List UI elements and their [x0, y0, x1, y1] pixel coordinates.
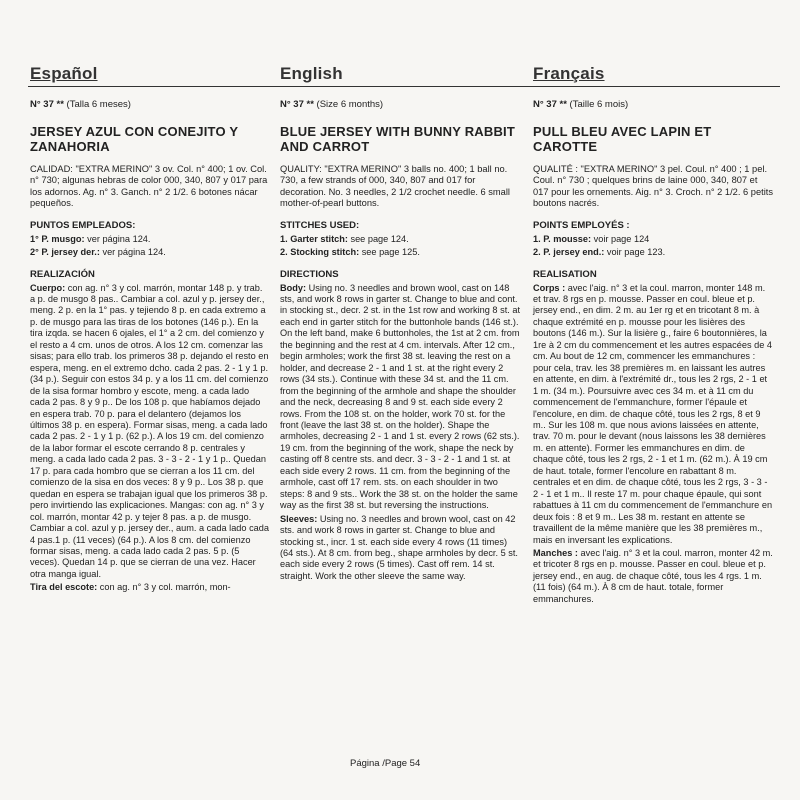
stitches-heading-fr: POINTS EMPLOYÉS : [533, 219, 630, 231]
section-text: Using no. 3 needles and brown wool, cast on 42 sts. and work 8 rows in garter st. Change to blue and stocking st., incr. 1 st. each side every 4 rows (11 times) (64 sts.). At 8 cm. from beg., shape armholes by decr. 5 st. each side every 2 rows (5 times). Cast off rem. 14 st. straight. Work the other sleeve the same way. [280, 513, 518, 581]
body-instructions-es [30, 283, 270, 581]
stitch-line-1-fr [533, 234, 773, 245]
stitches-heading-es: PUNTOS EMPLEADOS: [30, 219, 136, 231]
pattern-number-fr [533, 99, 773, 110]
section-label: Body: [280, 282, 307, 293]
stitch-text: ver página 124. [102, 247, 166, 258]
section-label: Corps : [533, 282, 566, 293]
pattern-number-label: N° 37 ** [533, 99, 567, 110]
stitches-heading-en: STITCHES USED: [280, 219, 360, 231]
sleeves-instructions-fr [533, 548, 773, 605]
stitch-label: 1. Garter stitch: [280, 233, 348, 244]
pattern-title-fr: PULL BLEU AVEC LAPIN ET CAROTTE [533, 124, 712, 154]
language-heading-es: Español [30, 64, 98, 83]
stitch-line-1-en [280, 234, 520, 245]
sleeves-instructions-en [280, 514, 520, 583]
materials-fr: QUALITÉ : "EXTRA MERINO" 3 pel. Coul. n° 400 ; 1 pel. Coul. n° 730 ; quelques brins de laine 000, 340, 807 et 017 pour les ornements. Aig. n° 3. Croch. n° 2 1/2. 6 petits boutons nacrés. [533, 164, 773, 209]
pattern-number-es [30, 99, 270, 110]
section-label: Sleeves: [280, 513, 318, 524]
body-instructions-fr [533, 283, 773, 546]
stitch-text: voir page 123. [606, 247, 666, 258]
stitch-label: 2. P. jersey end.: [533, 247, 605, 258]
stitch-label: 1. P. mousse: [533, 233, 592, 244]
stitch-label: 2° P. jersey der.: [30, 247, 100, 258]
size-note: (Talla 6 meses) [66, 99, 131, 110]
stitch-label: 1° P. musgo: [30, 233, 85, 244]
stitch-text: ver página 124. [87, 233, 151, 244]
collar-instructions-es [30, 582, 270, 593]
section-label: Cuerpo: [30, 282, 66, 293]
section-text: con ag. n° 3 y col. marrón, montar 148 p. y trab. a p. de musgo 8 pas.. Cambiar a col. azul y p. jersey der., meng. 2 p. en la 1° pas. y tejiendo 8 p. en cada extremo a p. de musgo para las tiras de los botones (146 p.). En la tira izqda. se hacen 6 ojales, el 1° a 2 cm. del comienzo y el resto a 4 cm. unos de otros. A los 12 cm. comenzar las sisas; para ello trab. los primeros 38 p. dejando el resto en espera, meng. en el extremo dcho. cada 2 pas. 2 - 1 y 1 p. (34 p.). Seguir con estos 34 p. y a los 11 cm. del comienzo de la sisa formar hombro y escote, meng. a cada lado cada 2 pas. 8 y 9 p.. De los 108 p. que habíamos dejado en espera trab. 70 p. para el delantero (dejamos los últimos 38 p. en espera). Formar sisas, meng. a cada lado cada 2 pas. 2 - 1 y 1 p. (62 p.). A los 19 cm. del comienzo de la labor formar el escote cerrando 8 p. centrales y meng. a cada lado cada 2 pas. 3 - 3 - 2 - 1 y 1 p.. Quedan 17 p. para cada hombro que se cierran a los 11 cm. del comienzo de la sisa en dos veces: 8 y 9 p.. Los 38 p. que quedan en espera se trabajan igual que los primeros 38 p. pero invirtiendo las explicaciones. Mangas: con ag. n° 3 y col. marrón, montar 42 p. y tejer 8 pas. a p. de musgo. Cambiar a col. azul y p. jersey der., aum. a cada lado cada 4 pas.1 p. (11 veces) (64 p.). A los 8 cm. del comienzo formar sisas, meng. a cada lado cada 2 pas. 5 p. (5 veces). Quedan 14 p. que se cierran de una vez. Hacer otra manga igual. [30, 282, 269, 579]
section-text: Using no. 3 needles and brown wool, cast on 148 sts, and work 8 rows in garter st. Change to blue and cont. in stocking st., decr. 2 st. in the 1st row and working 8 st. at each end in garter stitch for the buttonhole bands (146 st.). On the left band, make 6 buttonholes, the 1st at 2 cm. from the beginning and the rest at 4 cm. intervals. After 12 cm., begin armholes; work the first 38 st. leaving the rest on a holder, and decrease 2 - 1 and 1 st. at the right every 2 rows (34 sts.). Continue with these 34 st. and the 11 cm. from the beginning of the armhole and shape the shoulder and the neck, decreasing 8 and 9 st. each side every 2 rows. From the 108 st. on the holder, work 70 st. for the front (leave the last 38 st. on the holder). Shape the armholes, decreasing 2 - 1 and 1 st. every 2 rows (62 sts.). 19 cm. from the beginning of the work, shape the neck by casting off 8 centre sts. and decr. 3 - 3 - 2 - 1 and 1 st. at each side every 2 rows. 11 cm. from the beginning of the armhole, cast off 17 rem. sts. on each shoulder in two steps: 8 and 9 sts.. Work the 38 st. on the holder the same way as the first 38 st. but reversing the instructions. [280, 282, 521, 511]
section-text: avec l'aig. n° 3 et la coul. marron, monter 148 m. et trav. 8 rgs en p. mousse. Passer en coul. bleue et p. jersey end., en dim. 2 m. au 1er rg et en tricotant 8 m. à chaque extrémité en p. mousse pour les lisières des boutons (146 m.). Sur la lisière g., faire 6 boutonnières, la 1re à 2 cm du commencement et les autres espacées de 4 cm. Au bout de 12 cm, commencer les emmanchures : pour cela, trav. les 38 premières m. en laissant les autres en attente, en dim. à l'extrémité dr., tous les 2 rgs, 2 - 1 et 1 m. (34 m.). Poursuivre avec ces 34 m. et à 11 cm du commencement de l'emmanchure, former l'épaule et l'encolure, en dim. de chaque côté, tous les 2 rgs, 8 et 9 m.. Sur les 108 m. que nous avions laissées en attente, trav. 70 m. pour le devant (nous laissons les 38 dernières m. en attente). Former les emmanchures en dim. de chaque côté, tous les 2 rgs, 2 - 1 et 1 m. (62 m.). À 19 cm de haut. totale, former l'encolure en rabattant 8 m. centrales et en dim. de chaque côté, tous les 2 rgs, 3 - 3 - 2 - 1 et 1 m.. Il reste 17 m. pour chaque épaule, qui sont rabattues à 11 cm du commencement de l'emmanchure en deux fois : 8 et 9 m.. Les 38 m. restant en attente se travaillent de la même manière que les 38 premières m., mais en inversant les explications. [533, 282, 773, 545]
pattern-number-label: N° 37 ** [30, 99, 64, 110]
stitch-line-2-fr [533, 247, 773, 258]
size-note: (Taille 6 mois) [569, 99, 629, 110]
stitch-text: voir page 124 [593, 233, 650, 244]
section-label: Tira del escote: [30, 582, 98, 593]
language-heading-fr: Français [533, 64, 605, 83]
section-text: avec l'aig. n° 3 et la coul. marron, monter 42 m. et tricoter 8 rgs en p. mousse. Passer en coul. bleue et p. jersey end., en aug. de chaque côté, tous les 4 rgs. 1 m. (11 fois) (64 m.). À 8 cm de haut. totale, former emmanchures. [533, 547, 773, 604]
stitch-line-1-es [30, 234, 270, 245]
stitch-line-2-en [280, 247, 520, 258]
materials-en: QUALITY: "EXTRA MERINO" 3 balls no. 400; 1 ball no. 730, a few strands of 000, 340, 807 and 017 for decoration. No. 3 needles, 2 1/2 crochet needle. 6 small mother-of-pearl buttons. [280, 164, 510, 209]
directions-heading-fr: REALISATION [533, 268, 597, 280]
section-text: con ag. n° 3 y col. marrón, mon- [99, 582, 231, 593]
size-note: (Size 6 months) [316, 99, 384, 110]
body-instructions-en [280, 283, 520, 512]
stitch-line-2-es [30, 247, 270, 258]
stitch-text: see page 125. [361, 247, 420, 258]
pattern-title-en: BLUE JERSEY WITH BUNNY RABBIT AND CARROT [280, 124, 516, 154]
page-footer: Página /Page 54 [350, 758, 421, 769]
section-label: Manches : [533, 547, 578, 558]
column-french [533, 64, 773, 605]
language-heading-en: English [280, 64, 343, 83]
stitch-text: see page 124. [350, 233, 409, 244]
directions-heading-en: DIRECTIONS [280, 268, 339, 280]
directions-heading-es: REALIZACIÓN [30, 268, 95, 280]
pattern-number-en [280, 99, 520, 110]
pattern-title-es: JERSEY AZUL CON CONEJITO Y ZANAHORIA [30, 124, 238, 154]
stitch-label: 2. Stocking stitch: [280, 247, 360, 258]
materials-es: CALIDAD: "EXTRA MERINO" 3 ov. Col. n° 400; 1 ov. Col. n° 730; algunas hebras de color 000, 340, 807 y 017 para los adornos. Ag. n° 3. Ganch. n° 2 1/2. 6 botones nácar pequeños. [30, 164, 268, 209]
pattern-number-label: N° 37 ** [280, 99, 314, 110]
column-english [280, 64, 520, 582]
column-spanish [30, 64, 270, 594]
